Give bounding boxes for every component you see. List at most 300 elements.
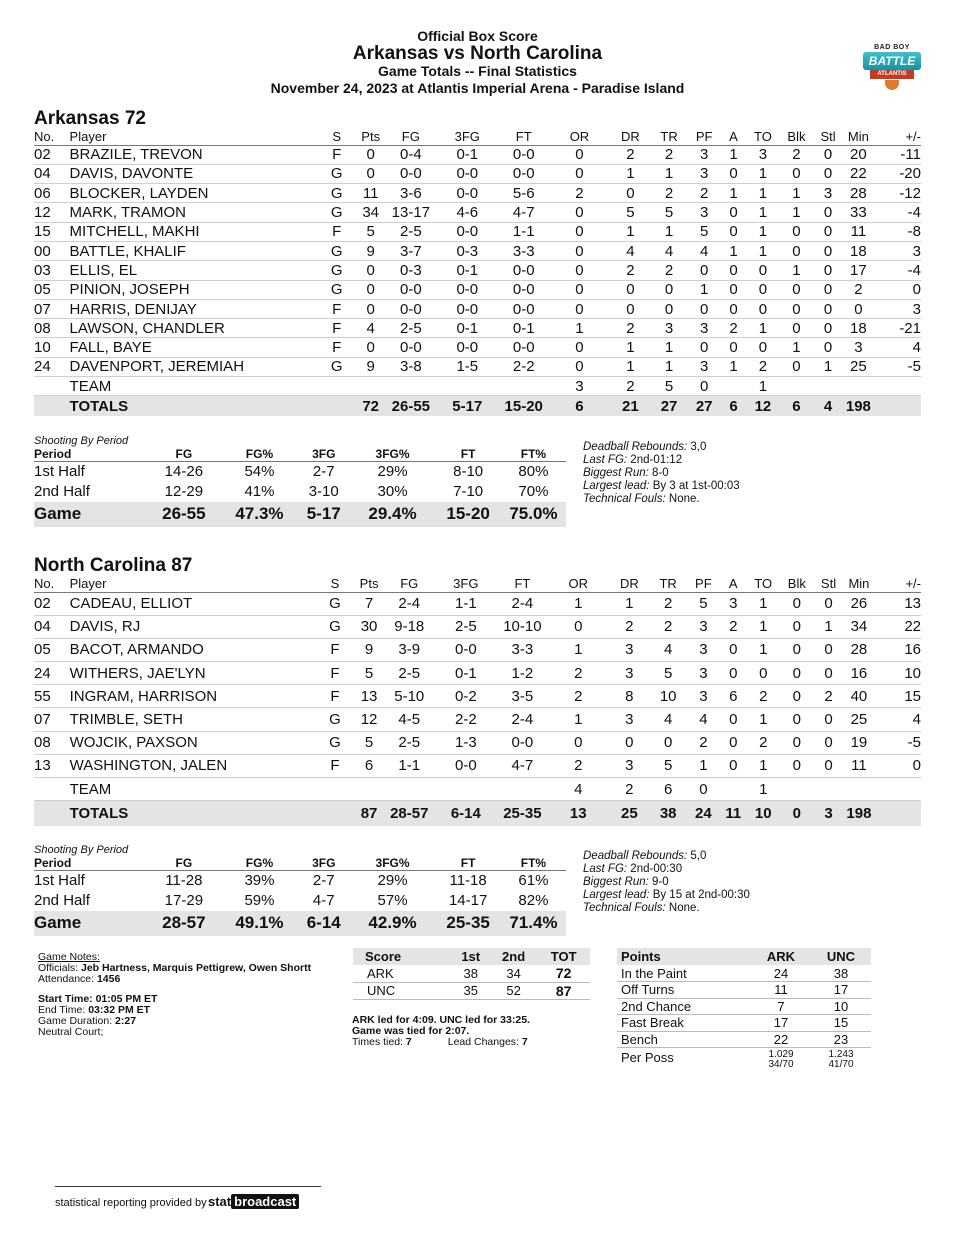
col-header-assists: A [718,576,748,592]
cell-plus-minus: 0 [876,754,921,777]
cell-off-reb: 13 [546,801,611,826]
cell-tot-reb: 4 [648,708,688,731]
cell-starter: G [320,357,354,376]
cell-number: 08 [34,731,70,754]
cell-three-fg: 1-1 [433,592,499,615]
cell-fg: 0-0 [388,164,435,183]
cell-minutes: 2 [841,280,875,299]
cell-player: DAVENPORT, JEREMIAH [70,357,320,376]
col-header-off-reb: OR [546,576,611,592]
cell-starter: G [320,261,354,280]
cell-points: 9 [354,241,388,260]
cell-off-reb: 0 [546,615,611,638]
shooting-caption: Shooting By Period [34,435,129,447]
shooting-col-header: FG% [245,447,274,461]
cell-three-fg: 0-0 [433,754,499,777]
cell-minutes: 34 [842,615,877,638]
ark-column-headers [34,129,921,145]
col-header-three-fg: 3FG [434,129,500,145]
cell-assists: 11 [718,801,748,826]
cell-off-reb: 0 [547,357,612,376]
cell-tot-reb: 2 [648,615,688,638]
cell-player: TOTALS [70,396,320,416]
cell-assists: 2 [718,615,748,638]
cell-minutes: 198 [842,801,877,826]
col-header-three-fg: 3FG [433,576,499,592]
cell-player: DAVIS, DAVONTE [70,164,320,183]
cell-fg: 13-17 [388,203,435,222]
col-header-steals: Stl [815,576,841,592]
shooting-col-header: 3FG [312,447,336,461]
cell-tot-reb: 0 [648,731,688,754]
player-row [34,731,921,754]
cell-number [34,778,70,801]
cell-fouls: 3 [688,615,718,638]
cell-turnovers: 0 [748,261,778,280]
cell-turnovers: 0 [748,280,778,299]
cell-ft [499,778,546,801]
cell-fg: 4-5 [386,708,433,731]
cell-starter [320,396,354,416]
cell-starter: F [320,319,354,338]
cell-three-fg: 0-0 [434,164,500,183]
col-header-tot-reb: TR [649,129,689,145]
cell-steals: 4 [815,396,841,416]
cell-assists: 1 [719,145,748,164]
shooting-col-header: 3FG% [375,856,410,870]
shooting-col-header: FG [175,447,193,461]
player-row [34,299,921,318]
cell-blocks: 0 [778,638,815,661]
court-type: Neutral Court; [38,1026,104,1038]
cell-points: 11 [354,184,388,203]
player-row [34,261,921,280]
cell-turnovers: 12 [748,396,778,416]
col-header-points: Pts [352,576,386,592]
cell-three-fg: 2-5 [433,615,499,638]
cell-steals: 0 [815,638,841,661]
cell-def-reb: 2 [612,319,649,338]
cell-minutes: 28 [841,184,875,203]
unc-game-notes [583,850,750,915]
cell-off-reb: 0 [547,261,612,280]
cell-number: 13 [34,754,70,777]
note-line: Last FG: 2nd-00:30 [583,863,683,875]
shooting-period-row: 2nd Half 17-29 59% 4-7 57% 14-17 82% [34,892,549,909]
points-breakdown-table: Points ARK UNC In the Paint 24 38 Off Turns 11 17 2nd Chance 7 10 Fast Break 17 15 Bench 22 23 Per Poss 1.029 34/70 1.243 41/70 [617,948,871,1074]
shooting-col-header: FG% [245,856,274,870]
cell-steals: 0 [815,299,841,318]
cell-tot-reb: 1 [649,338,689,357]
cell-plus-minus: 16 [876,638,921,661]
points-row: 2nd Chance 7 10 [617,998,871,1015]
shooting-col-header: FT [460,447,476,461]
cell-number: 02 [34,592,70,615]
cell-steals: 0 [815,731,841,754]
cell-points: 30 [352,615,386,638]
cell-def-reb: 1 [612,222,649,241]
cell-points: 6 [352,754,386,777]
cell-starter: F [318,638,352,661]
cell-player: TOTALS [70,801,318,826]
cell-blocks: 0 [778,280,815,299]
cell-def-reb: 3 [611,754,648,777]
cell-fg: 0-0 [388,280,435,299]
shooting-col-header: FT% [520,447,547,461]
cell-minutes [842,778,877,801]
cell-assists [719,377,748,396]
cell-plus-minus [876,778,921,801]
cell-off-reb: 0 [547,164,612,183]
cell-tot-reb: 6 [648,778,688,801]
cell-ft: 0-0 [500,299,547,318]
cell-assists: 0 [718,708,748,731]
cell-assists: 6 [718,685,748,708]
col-header-player: Player [70,576,318,592]
cell-turnovers: 1 [748,592,778,615]
cell-points: 5 [352,662,386,685]
cell-steals: 0 [815,145,841,164]
cell-fouls: 2 [689,184,719,203]
cell-turnovers: 1 [748,778,778,801]
cell-player: WASHINGTON, JALEN [70,754,318,777]
cell-tot-reb: 2 [648,592,688,615]
cell-fg: 3-9 [386,638,433,661]
cell-fg [388,377,435,396]
col-header-minutes: Min [841,129,875,145]
cell-off-reb: 0 [547,145,612,164]
cell-assists: 0 [718,638,748,661]
player-row [34,377,921,396]
cell-steals: 0 [815,662,841,685]
cell-points [352,778,386,801]
cell-starter: G [320,241,354,260]
cell-number: 02 [34,145,70,164]
cell-fg: 9-18 [386,615,433,638]
cell-three-fg [434,377,500,396]
cell-tot-reb: 2 [649,261,689,280]
points-row: Off Turns 11 17 [617,982,871,999]
cell-number: 07 [34,299,70,318]
shooting-col-header: FT [460,856,476,870]
totals-row [34,801,921,826]
player-row [34,615,921,638]
totals-row [34,396,921,416]
cell-steals [815,377,841,396]
cell-fouls: 27 [689,396,719,416]
cell-def-reb: 0 [612,299,649,318]
cell-tot-reb: 0 [649,299,689,318]
cell-blocks: 2 [778,145,815,164]
cell-minutes: 198 [841,396,875,416]
cell-steals [815,778,841,801]
cell-player: TEAM [70,778,318,801]
shooting-col-header: 3FG% [375,447,410,461]
cell-number: 05 [34,638,70,661]
cell-points: 87 [352,801,386,826]
cell-blocks: 1 [778,261,815,280]
cell-def-reb: 21 [612,396,649,416]
cell-blocks: 0 [778,357,815,376]
cell-off-reb: 3 [547,377,612,396]
cell-fouls: 0 [689,377,719,396]
shooting-col-header: FT% [520,856,547,870]
cell-fg: 2-5 [388,222,435,241]
cell-player: WOJCIK, PAXSON [70,731,318,754]
cell-tot-reb: 4 [648,638,688,661]
cell-steals: 0 [815,754,841,777]
col-header-def-reb: DR [612,129,649,145]
cell-plus-minus: -4 [876,261,921,280]
cell-fg: 0-0 [388,299,435,318]
cell-fg [386,778,433,801]
report-subtitle: Game Totals -- Final Statistics [378,63,577,79]
cell-assists: 1 [719,241,748,260]
player-row [34,222,921,241]
cell-fouls: 1 [689,280,719,299]
cell-number: 04 [34,615,70,638]
cell-player: INGRAM, HARRISON [70,685,318,708]
cell-number [34,377,70,396]
col-header-blocks: Blk [778,576,815,592]
cell-turnovers: 1 [748,241,778,260]
basketball-icon [885,80,899,90]
cell-minutes: 20 [841,145,875,164]
col-header-steals: Stl [815,129,841,145]
cell-blocks: 0 [778,708,815,731]
col-header-player: Player [70,129,320,145]
note-line: Largest lead: By 3 at 1st-00:03 [583,480,740,492]
cell-tot-reb: 2 [649,184,689,203]
cell-starter: G [320,164,354,183]
cell-points: 0 [354,280,388,299]
cell-three-fg: 0-1 [434,145,500,164]
cell-plus-minus: 3 [876,241,921,260]
cell-def-reb: 0 [611,731,648,754]
col-header-fouls: PF [689,129,719,145]
cell-minutes: 25 [842,708,877,731]
cell-starter: G [318,592,352,615]
cell-blocks: 1 [778,203,815,222]
cell-def-reb: 8 [611,685,648,708]
cell-blocks: 0 [778,592,815,615]
cell-fouls: 3 [689,357,719,376]
cell-minutes [841,377,875,396]
cell-blocks: 0 [778,615,815,638]
cell-fg: 0-0 [388,338,435,357]
cell-number: 00 [34,241,70,260]
cell-starter: G [318,708,352,731]
cell-number: 24 [34,662,70,685]
cell-minutes: 22 [841,164,875,183]
cell-fouls: 4 [689,241,719,260]
cell-def-reb: 25 [611,801,648,826]
cell-tot-reb: 5 [649,203,689,222]
player-row [34,754,921,777]
cell-points: 12 [352,708,386,731]
col-header-starter: S [320,129,354,145]
cell-blocks: 0 [778,319,815,338]
officials: Jeb Hartness, Marquis Pettigrew, Owen Shortt [81,962,312,974]
shooting-period-row: 2nd Half 12-29 41% 3-10 30% 7-10 70% [34,483,549,500]
points-row: Bench 22 23 [617,1031,871,1048]
cell-ft: 0-0 [500,164,547,183]
cell-plus-minus: -12 [876,184,921,203]
cell-minutes: 18 [841,319,875,338]
cell-three-fg: 0-1 [434,261,500,280]
cell-ft: 0-0 [500,338,547,357]
cell-tot-reb: 2 [649,145,689,164]
col-header-assists: A [719,129,748,145]
cell-points [354,377,388,396]
cell-tot-reb: 38 [648,801,688,826]
cell-ft: 10-10 [499,615,546,638]
col-header-turnovers: TO [748,576,778,592]
cell-tot-reb: 1 [649,357,689,376]
cell-def-reb: 1 [611,592,648,615]
cell-number: 55 [34,685,70,708]
cell-steals: 0 [815,241,841,260]
cell-blocks: 1 [778,184,815,203]
cell-steals: 0 [815,280,841,299]
cell-number: 12 [34,203,70,222]
cell-assists: 0 [719,164,748,183]
cell-tot-reb: 5 [649,377,689,396]
cell-number: 24 [34,357,70,376]
cell-points: 0 [354,299,388,318]
cell-turnovers: 2 [748,357,778,376]
cell-assists: 0 [718,731,748,754]
cell-minutes: 26 [842,592,877,615]
tournament-logo: BAD BOY BATTLE ATLANTIS [860,44,924,94]
cell-def-reb: 2 [611,778,648,801]
cell-steals: 0 [815,203,841,222]
cell-fouls: 3 [688,638,718,661]
cell-assists: 6 [719,396,748,416]
col-header-blocks: Blk [778,129,815,145]
cell-points: 4 [354,319,388,338]
cell-starter: F [320,299,354,318]
cell-starter: G [320,203,354,222]
cell-ft: 0-1 [500,319,547,338]
cell-plus-minus: 0 [876,280,921,299]
cell-tot-reb: 1 [649,222,689,241]
cell-turnovers: 1 [748,222,778,241]
cell-tot-reb: 10 [648,685,688,708]
cell-three-fg: 0-0 [434,280,500,299]
cell-def-reb: 0 [612,280,649,299]
col-header-number: No. [34,129,70,145]
cell-off-reb: 2 [547,184,612,203]
cell-blocks: 0 [778,685,815,708]
cell-fg: 3-7 [388,241,435,260]
cell-off-reb: 0 [547,338,612,357]
cell-ft: 3-5 [499,685,546,708]
cell-fouls: 3 [689,145,719,164]
cell-def-reb: 2 [612,261,649,280]
cell-ft: 2-4 [499,708,546,731]
cell-points: 5 [354,222,388,241]
cell-fg: 1-1 [386,754,433,777]
cell-plus-minus: 15 [876,685,921,708]
cell-def-reb: 4 [612,241,649,260]
start-time: 01:05 PM ET [95,993,158,1005]
cell-off-reb: 1 [547,319,612,338]
cell-three-fg: 0-0 [433,638,499,661]
cell-blocks: 0 [778,662,815,685]
cell-fg: 2-5 [388,319,435,338]
note-line: Biggest Run: 8-0 [583,467,669,479]
cell-player: WITHERS, JAE'LYN [70,662,318,685]
cell-fouls: 3 [689,319,719,338]
cell-player: CADEAU, ELLIOT [70,592,318,615]
shooting-col-header: Period [34,856,72,870]
cell-ft [500,377,547,396]
shooting-col-header: 3FG [312,856,336,870]
cell-plus-minus: -5 [876,731,921,754]
cell-fg: 0-4 [388,145,435,164]
cell-steals: 1 [815,615,841,638]
cell-turnovers: 2 [748,731,778,754]
col-header-plus-minus: +/- [876,129,921,145]
cell-minutes: 16 [842,662,877,685]
player-row [34,592,921,615]
cell-player: TEAM [70,377,320,396]
cell-plus-minus: -11 [876,145,921,164]
note-line: Largest lead: By 15 at 2nd-00:30 [583,889,750,901]
cell-off-reb: 2 [546,754,611,777]
points-row: In the Paint 24 38 [617,965,871,982]
cell-plus-minus: -20 [876,164,921,183]
player-row [34,241,921,260]
cell-fouls: 0 [689,261,719,280]
cell-ft: 3-3 [500,241,547,260]
cell-off-reb: 1 [546,592,611,615]
cell-fouls: 3 [689,203,719,222]
cell-off-reb: 0 [547,280,612,299]
cell-points: 0 [354,145,388,164]
note-line: Deadball Rebounds: 5,0 [583,850,707,862]
player-row [34,685,921,708]
note-line: Last FG: 2nd-01:12 [583,454,683,466]
cell-def-reb: 1 [612,338,649,357]
score-by-period-table: Score 1st 2nd TOT ARK 38 34 72 UNC 35 52 87 [353,948,590,1000]
player-row [34,145,921,164]
footer-credit: statistical reporting provided by [55,1197,207,1209]
cell-number [34,801,70,826]
cell-assists: 0 [719,203,748,222]
cell-plus-minus: 4 [876,338,921,357]
player-row [34,164,921,183]
cell-starter: G [318,731,352,754]
cell-minutes: 19 [842,731,877,754]
cell-minutes: 17 [841,261,875,280]
col-header-minutes: Min [842,576,877,592]
cell-fouls: 4 [688,708,718,731]
col-header-def-reb: DR [611,576,648,592]
cell-fg: 2-4 [386,592,433,615]
cell-fouls: 3 [688,662,718,685]
cell-player: PINION, JOSEPH [70,280,320,299]
cell-ft: 1-1 [500,222,547,241]
cell-blocks: 0 [778,299,815,318]
cell-blocks: 0 [778,754,815,777]
cell-assists [718,778,748,801]
cell-three-fg: 0-0 [434,184,500,203]
cell-fg: 2-5 [386,731,433,754]
col-header-fouls: PF [688,576,718,592]
player-row [34,708,921,731]
